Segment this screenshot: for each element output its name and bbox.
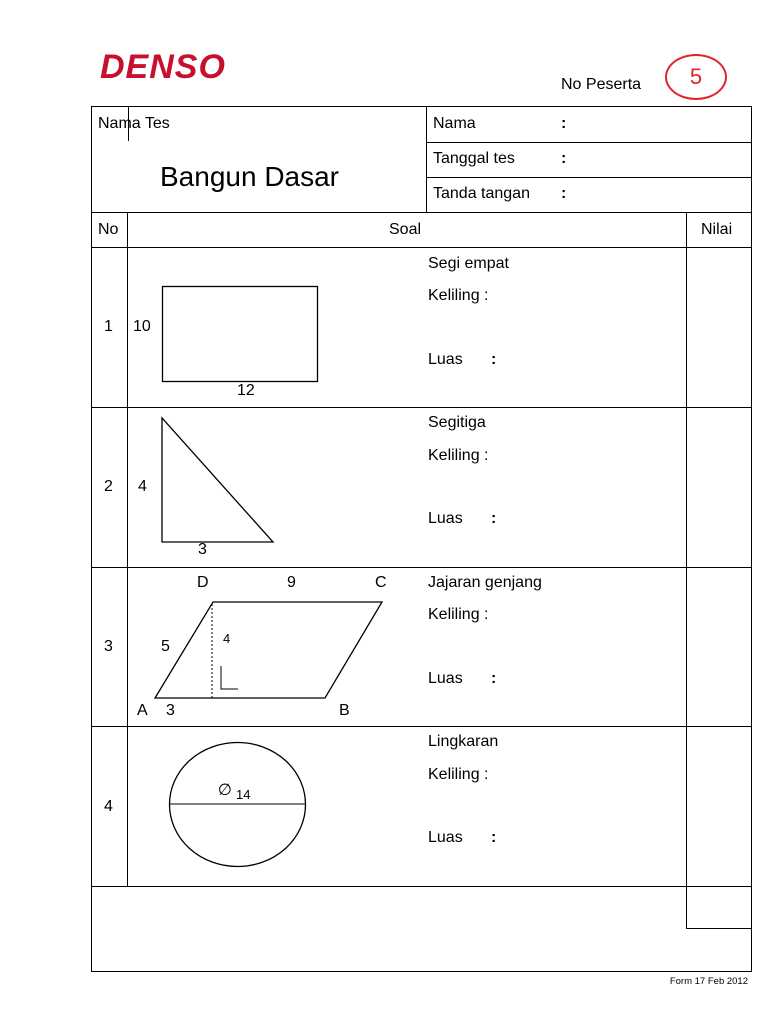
q3-number: 3 [104, 638, 113, 655]
q3-vertex-a: A [137, 702, 148, 719]
q1-keliling: Keliling : [428, 287, 489, 304]
q4-luas-colon: : [491, 829, 497, 846]
column-nilai: Nilai [701, 221, 733, 238]
rectangle-shape [163, 287, 318, 382]
q2-keliling: Keliling : [428, 447, 489, 464]
q1-number: 1 [104, 318, 113, 335]
tanggal-colon: : [561, 150, 567, 167]
q3-shape-name: Jajaran genjang [428, 574, 542, 591]
q4-number: 4 [104, 798, 113, 815]
q1-height-label: 10 [133, 318, 151, 335]
q2-height-label: 4 [138, 478, 147, 495]
q3-vertex-c: C [375, 574, 387, 591]
parallelogram-shape [155, 602, 382, 698]
form-border [92, 107, 752, 972]
nama-colon: : [561, 115, 567, 132]
column-soal: Soal [389, 221, 422, 238]
q4-diameter-symbol: ∅ [218, 782, 232, 799]
q1-luas: Luas [428, 351, 463, 368]
q1-shape-name: Segi empat [428, 255, 509, 272]
column-no: No [98, 221, 119, 238]
nama-label: Nama [433, 115, 476, 132]
q3-luas-colon: : [491, 670, 497, 687]
q2-luas: Luas [428, 510, 463, 527]
right-angle-mark [221, 666, 238, 689]
q3-luas: Luas [428, 670, 463, 687]
q3-side-length: 5 [161, 638, 170, 655]
q4-diameter-length: 14 [236, 787, 251, 802]
tanggal-label: Tanggal tes [433, 150, 515, 167]
q2-number: 2 [104, 478, 113, 495]
q2-luas-colon: : [491, 510, 497, 527]
q1-luas-colon: : [491, 351, 497, 368]
q2-base-label: 3 [198, 541, 207, 558]
no-peserta-label: No Peserta [561, 76, 642, 93]
form-footer: Form 17 Feb 2012 [669, 976, 748, 987]
tanda-tangan-colon: : [561, 185, 567, 202]
q4-shape-name: Lingkaran [428, 733, 499, 750]
q4-luas: Luas [428, 829, 463, 846]
nama-tes-label: Nama Tes [98, 115, 170, 132]
q3-vertex-d: D [197, 574, 209, 591]
q2-shape-name: Segitiga [428, 414, 486, 431]
tanda-tangan-label: Tanda tangan [433, 185, 530, 202]
test-title: Bangun Dasar [160, 161, 340, 192]
q3-keliling: Keliling : [428, 606, 489, 623]
triangle-shape [162, 418, 273, 542]
q3-height-length: 4 [223, 631, 231, 646]
q4-keliling: Keliling : [428, 766, 489, 783]
q3-top-length: 9 [287, 574, 296, 591]
q3-vertex-b: B [339, 702, 350, 719]
q3-offset-length: 3 [166, 702, 175, 719]
no-peserta-number: 5 [665, 54, 727, 100]
q1-width-label: 12 [237, 382, 255, 399]
denso-logo: DENSO [100, 48, 226, 86]
